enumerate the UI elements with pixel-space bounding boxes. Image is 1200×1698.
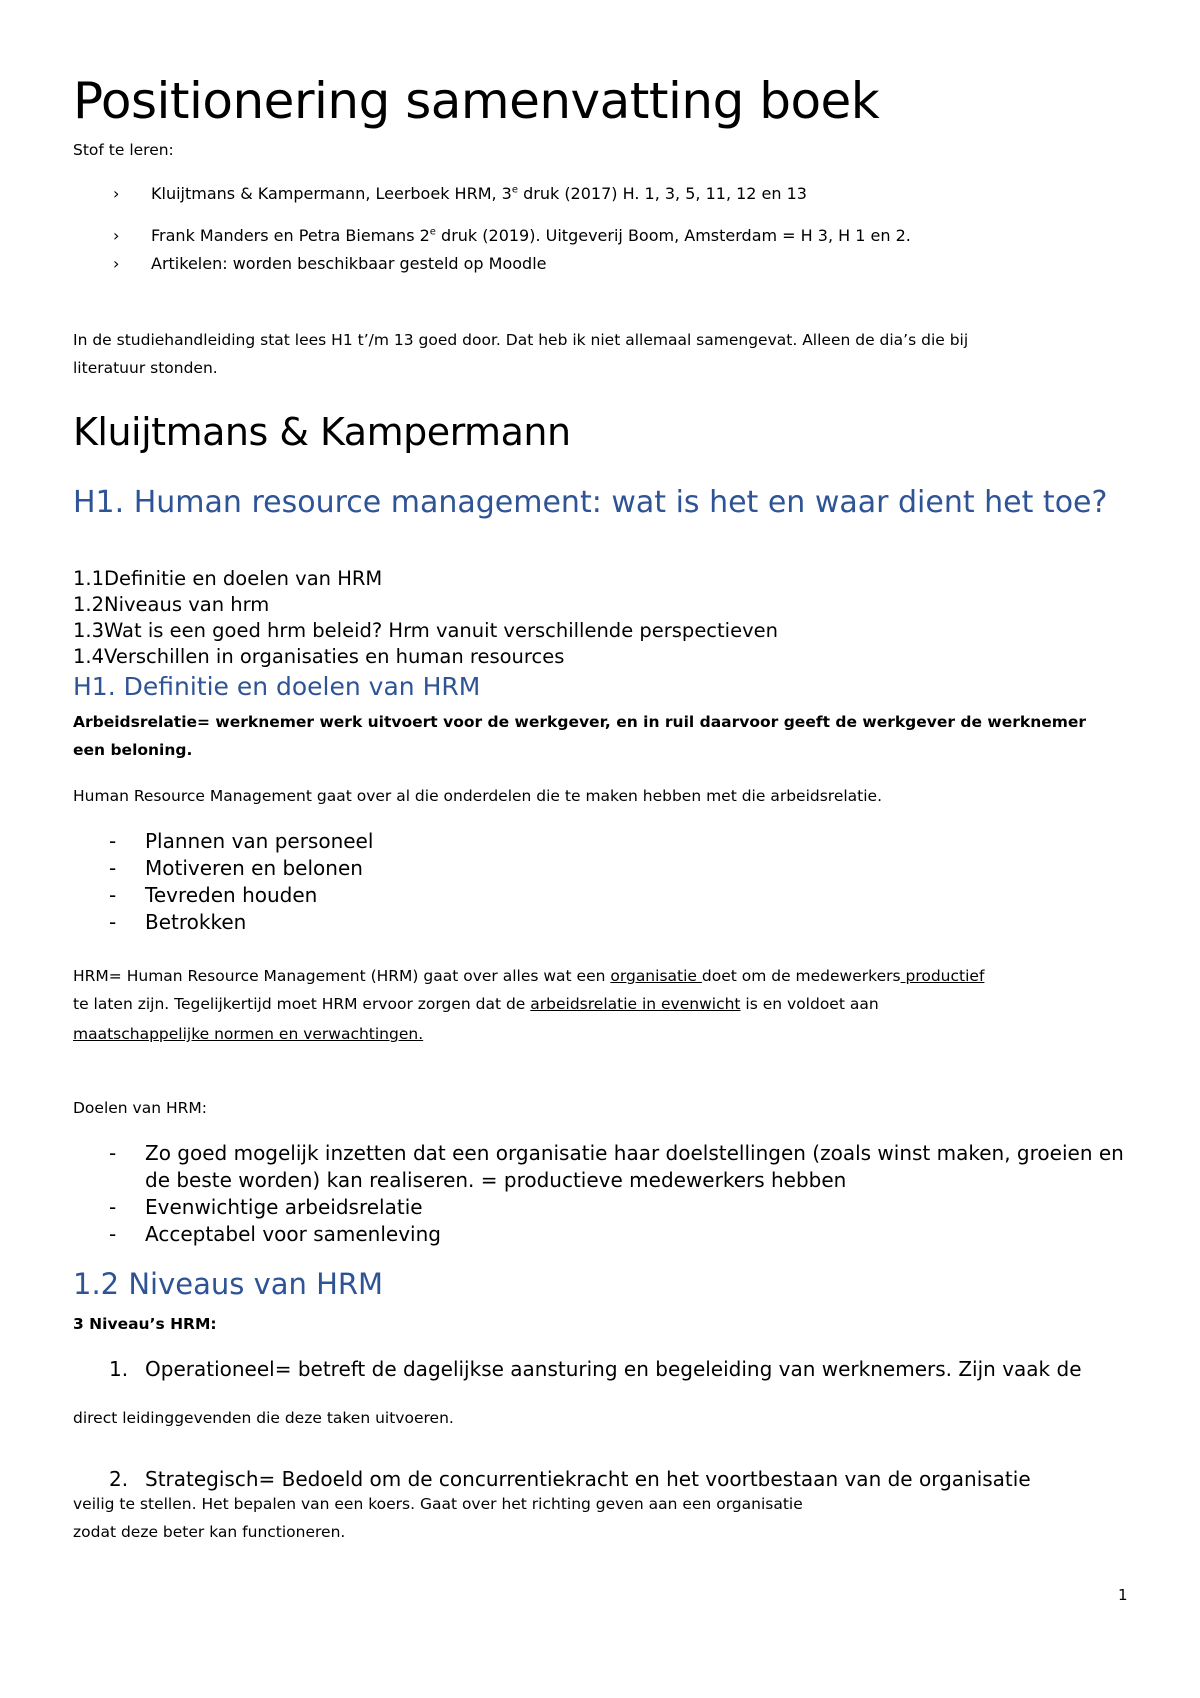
book-heading: Kluijtmans & Kampermann [73,410,571,454]
dash-bullet-icon: - [109,1195,117,1219]
niveau-item [109,1356,1139,1382]
dash-bullet-icon: - [109,1222,117,1246]
dash-bullet-icon: - [109,856,117,880]
hrm-intro: Human Resource Management gaat over al die onderdelen die te maken hebben met die arbeidsrelatie. [73,787,883,805]
list-item: 2. Strategisch= Bedoeld om de concurrentiekracht en het voortbestaan van de organisatie [109,1467,1031,1491]
intro-line: In de studiehandleiding stat lees H1 t’/m 13 goed door. Dat heb ik niet allemaal samengevat. Alleen de dia’s die bij [73,331,969,349]
arbeidsrelatie-line: een beloning. [73,741,193,759]
list-item: - Evenwichtige arbeidsrelatie [109,1195,423,1219]
hrm-definition: te laten zijn. Tegelijkertijd moet HRM ervoor zorgen dat de arbeidsrelatie in evenwicht is en voldoet aan [73,995,879,1013]
list-item: 1. Operationeel= betreft de dagelijkse aansturing en begeleiding van werknemers. Zijn vaak de [109,1357,1082,1381]
list-item: - Betrokken [109,910,247,934]
arrow-bullet-icon: › [113,184,120,203]
hrm-items-list [109,828,1139,936]
hrm-definition: maatschappelijke normen en verwachtingen. [73,1025,424,1043]
source-list [113,180,1143,278]
list-item: - Motiveren en belonen [109,856,363,880]
source-item: › Artikelen: worden beschikbaar gesteld op Moodle [113,250,1143,278]
arrow-bullet-icon: › [113,226,120,245]
toc-item: 1.2Niveaus van hrm [73,593,270,616]
section-heading: H1. Definitie en doelen van HRM [73,672,481,701]
hrm-definition: HRM= Human Resource Management (HRM) gaat over alles wat een organisatie doet om de medewerkers productief [73,967,985,985]
list-item: - Zo goed mogelijk inzetten dat een organisatie haar doelstellingen (zoals winst maken, groeien en de beste worden) kan realiseren. = productieve medewerkers hebben [109,1141,1124,1192]
niveau-continuation: direct leidinggevenden die deze taken uitvoeren. [73,1409,454,1427]
doelen-list [109,1140,1149,1248]
chapter-toc [73,566,778,670]
toc-item: 1.1Definitie en doelen van HRM [73,567,383,590]
section-heading: 1.2 Niveaus van HRM [73,1267,384,1301]
stof-label: Stof te leren: [73,141,174,159]
niveaus-label: 3 Niveau’s HRM: [73,1315,217,1333]
dash-bullet-icon: - [109,829,117,853]
dash-bullet-icon: - [109,883,117,907]
source-item: › Frank Manders en Petra Biemans 2e druk (2019). Uitgeverij Boom, Amsterdam = H 3, H 1 en 2. [113,222,1143,250]
list-item: - Plannen van personeel [109,829,374,853]
toc-item: 1.4Verschillen in organisaties en human resources [73,645,565,668]
page-number: 1 [1118,1586,1128,1604]
dash-bullet-icon: - [109,1141,117,1165]
source-item: › Kluijtmans & Kampermann, Leerboek HRM, 3e druk (2017) H. 1, 3, 5, 11, 12 en 13 [113,180,1143,208]
niveau-continuation: zodat deze beter kan functioneren. [73,1523,346,1541]
toc-item: 1.3Wat is een goed hrm beleid? Hrm vanuit verschillende perspectieven [73,619,778,642]
arrow-bullet-icon: › [113,254,120,273]
chapter-heading: H1. Human resource management: wat is het en waar dient het toe? [73,485,1108,520]
niveau-continuation: veilig te stellen. Het bepalen van een koers. Gaat over het richting geven aan een organisatie [73,1495,803,1513]
list-item: - Tevreden houden [109,883,318,907]
doelen-label: Doelen van HRM: [73,1099,207,1117]
dash-bullet-icon: - [109,910,117,934]
niveau-item [109,1466,1139,1492]
list-item: - Acceptabel voor samenleving [109,1222,441,1246]
document-title: Positionering samenvatting boek [73,72,880,130]
arbeidsrelatie-line: Arbeidsrelatie= werknemer werk uitvoert voor de werkgever, en in ruil daarvoor geeft de werkgever de werknemer [73,713,1087,731]
intro-line: literatuur stonden. [73,359,218,377]
